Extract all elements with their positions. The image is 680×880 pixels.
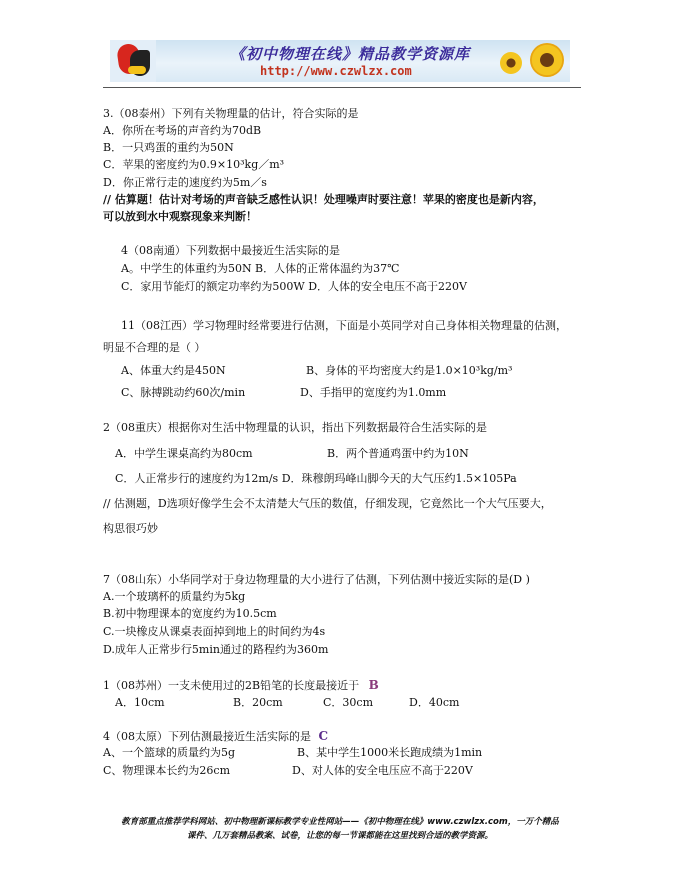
q5-option-d: D.成年人正常步行5min通过的路程约为360m bbox=[103, 643, 329, 656]
q3-option-d: D、手指甲的宽度约为1.0mm bbox=[300, 386, 447, 399]
footer-line1: 教育部重点推荐学科网站、初中物理新课标教学专业性网站——《初中物理在线》www.czwlzx.com，一万个精品 bbox=[121, 817, 559, 827]
q4-option-a: A．中学生课桌高约为80cm bbox=[115, 447, 253, 460]
banner-title: 《初中物理在线》精品教学资源库 bbox=[230, 45, 471, 63]
q1-note-line1: // 估算题！估计对考场的声音缺乏感性认识！处理噪声时要注意！苹果的密度也是新内容， bbox=[103, 193, 544, 206]
q5-option-b: B.初中物理课本的宽度约为10.5cm bbox=[103, 607, 277, 620]
q2-stem: 4（08南通）下列数据中最接近生活实际的是 bbox=[121, 244, 340, 257]
q3-option-b: B、身体的平均密度大约是1.0×10³kg/m³ bbox=[306, 364, 513, 377]
q5-stem: 7（08山东）小华同学对于身边物理量的大小进行了估测，下列估测中接近实际的是(D ) bbox=[103, 573, 530, 586]
q2-options-ab: A。中学生的体重约为50N B．人体的正常体温约为37℃ bbox=[121, 262, 400, 275]
q7-option-b: B、某中学生1000米长跑成绩为1min bbox=[297, 746, 483, 759]
q1-note-line2: 可以放到水中观察现象来判断！ bbox=[103, 210, 257, 223]
q7-option-d: D、对人体的安全电压应不高于220V bbox=[292, 764, 473, 777]
banner-url[interactable]: http://www.czwlzx.com bbox=[260, 64, 412, 78]
q6-stem bbox=[103, 678, 379, 693]
q1-stem: 3.（08泰州）下列有关物理量的估计，符合实际的是 bbox=[103, 107, 359, 120]
q4-note-line2: 构思很巧妙 bbox=[103, 522, 158, 535]
q3-stem-line2: 明显不合理的是（ ） bbox=[103, 341, 206, 354]
q6-option-c: C．30cm bbox=[323, 696, 374, 709]
header-banner bbox=[110, 40, 570, 82]
q6-answer: B bbox=[368, 678, 379, 692]
q7-option-c: C、物理课本长约为26cm bbox=[103, 764, 231, 777]
footer-line2: 课件、几万套精品教案、试卷，让您的每一节课都能在这里找到合适的教学资源。 bbox=[186, 831, 493, 841]
q6-option-a: A．10cm bbox=[115, 696, 165, 709]
q6-stem-text: 1（08苏州）一支未使用过的2B铅笔的长度最接近于 bbox=[103, 679, 360, 692]
q5-option-c: C.一块橡皮从课桌表面掉到地上的时间约为4s bbox=[103, 625, 326, 638]
sunflower-icon bbox=[530, 43, 564, 77]
site-logo bbox=[110, 40, 156, 82]
q1-option-b: B．一只鸡蛋的重约为50N bbox=[103, 141, 234, 154]
q7-stem-text: 4（08太原）下列估测最接近生活实际的是 bbox=[103, 730, 311, 743]
q4-options-cd: C．人正常步行的速度约为12m/s D．珠穆朗玛峰山脚今天的大气压约1.5×105Pa bbox=[115, 472, 517, 485]
q5-option-a: A.一个玻璃杯的质量约为5kg bbox=[103, 590, 246, 603]
q3-option-a: A、体重大约是450N bbox=[121, 364, 226, 377]
q6-option-d: D．40cm bbox=[409, 696, 460, 709]
q4-stem: 2（08重庆）根据你对生活中物理量的认识，指出下列数据最符合生活实际的是 bbox=[103, 421, 487, 434]
q7-stem bbox=[103, 729, 328, 744]
q7-option-a: A、一个篮球的质量约为5g bbox=[103, 746, 235, 759]
q1-option-a: A．你所在考场的声音约为70dB bbox=[103, 124, 262, 137]
q1-option-d: D．你正常行走的速度约为5m／s bbox=[103, 176, 267, 189]
q2-options-cd: C．家用节能灯的额定功率约为500W D．人体的安全电压不高于220V bbox=[121, 280, 467, 293]
header-rule bbox=[103, 87, 581, 88]
q1-option-c: C．苹果的密度约为0.9×10³kg／m³ bbox=[103, 158, 285, 171]
q7-answer: C bbox=[318, 729, 329, 743]
sunflower-icon bbox=[500, 52, 522, 74]
q4-note-line1: // 估测题，D选项好像学生会不太清楚大气压的数值，仔细发现，它竟然比一个大气压要大， bbox=[103, 497, 552, 510]
q4-option-b: B．两个普通鸡蛋中约为10N bbox=[327, 447, 469, 460]
q3-option-c: C、脉搏跳动约60次/min bbox=[121, 386, 246, 399]
q6-option-b: B．20cm bbox=[233, 696, 283, 709]
q3-stem-line1: 11（08江西）学习物理时经常要进行估测，下面是小英同学对自己身体相关物理量的估测， bbox=[121, 319, 567, 332]
